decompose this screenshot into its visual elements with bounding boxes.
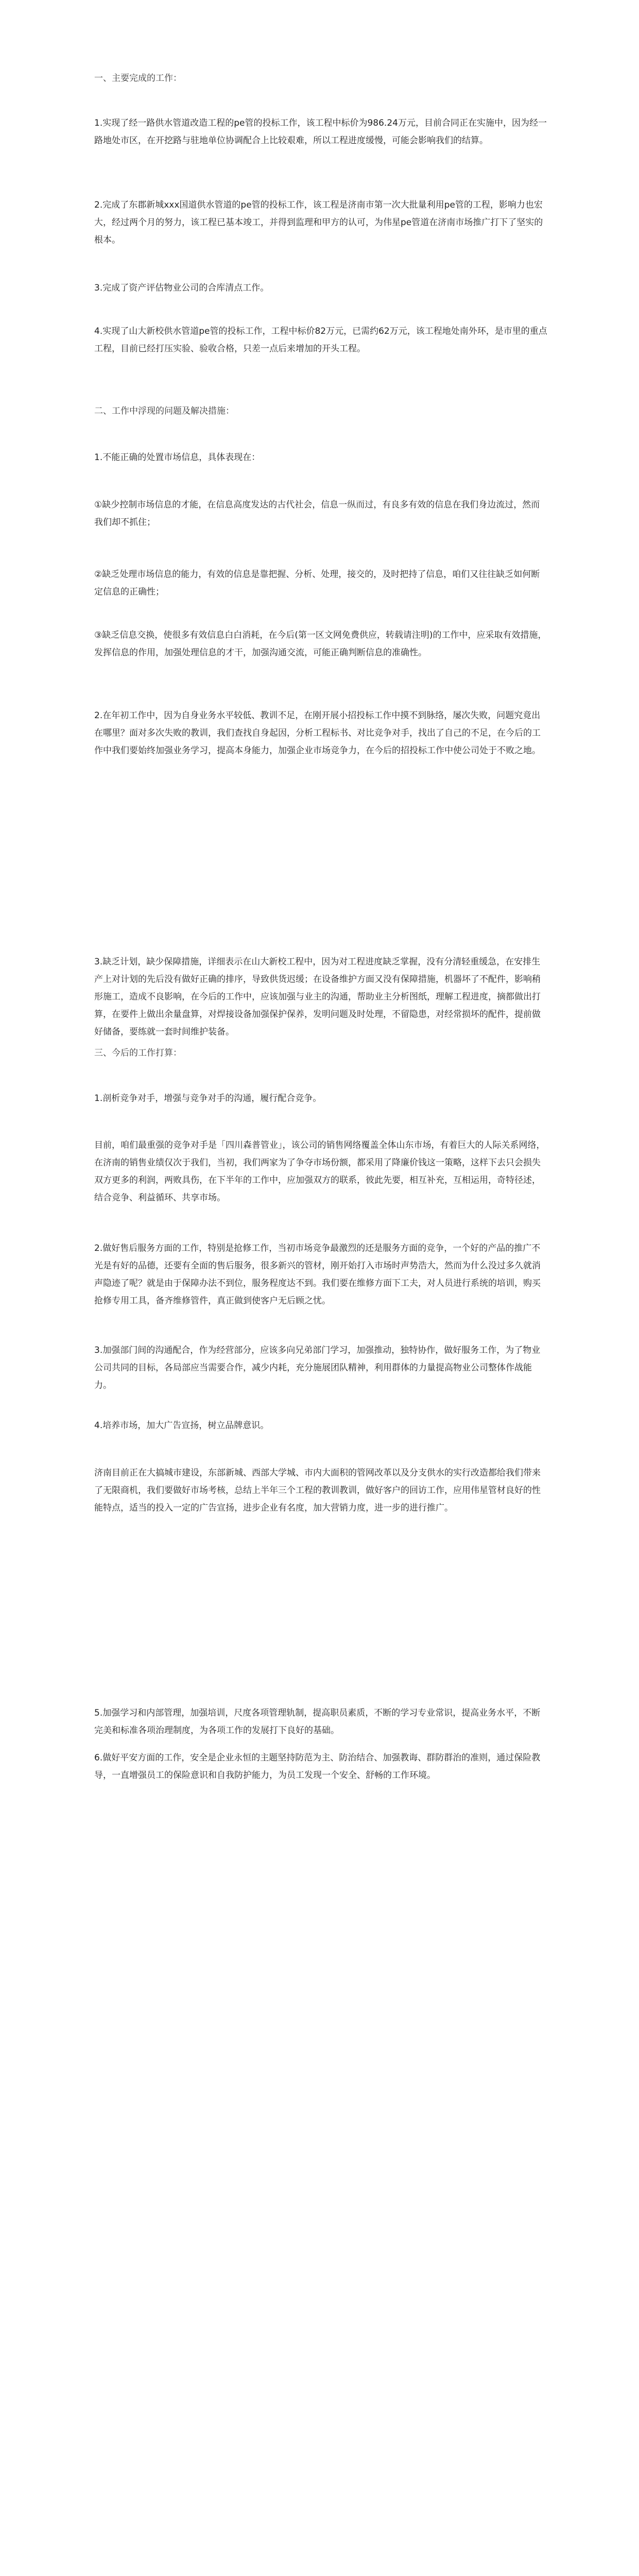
section2-point-3: ③缺乏信息交换，使很多有效信息白白消耗，在今后(第一区文网免费供应，转载请注明)的工作中，应采取有效措施，发挥信息的作用，加强处理信息的才干，加强沟通交流，可能正确判断信息的准确性。 — [94, 630, 547, 658]
section3-item-1: 1.剖析竞争对手，增强与竞争对手的沟通，履行配合竞争。 — [94, 1093, 322, 1104]
section3-item-6: 6.做好平安方面的工作，安全是企业永恒的主题坚持防范为主、防治结合、加强教诲、群防群治的准则，通过保险教导，一直增强员工的保险意识和自我防护能力，为员工发现一个安全、舒畅的工作环境。 — [94, 1753, 541, 1781]
section2-item-3: 3.缺乏计划，缺少保障措施，详细表示在山大新校工程中，因为对工程进度缺乏掌握，没有分清轻重缓急，在安排生产上对计划的先后没有做好正确的排序，导致供货迟缓；在设备维护方面又没有保障措施，机器坏了不配件，影响稍形施工，造成不良影响，在今后的工作中，应该加强与业主的沟通，帮助业主分析图纸，理解工程进度，摘都做出打算，在要件上做出余量盘算，对焊接设备加强保护保养，发明问题及时处理，不留隐患，对经常损坏的配件，提前做好储备，要练就一套时间维护装备。 — [94, 957, 541, 1037]
section-heading-3: 三、今后的工作打算： — [94, 1048, 182, 1058]
section3-item-4-body: 济南目前正在大搞城市建设，东部新城、西部大学城、市内大面积的管网改革以及分支供水的实行改造都给我们带来了无限商机，我们要做好市场考核，总结上半年三个工程的教训教训，做好客户的回访工作，应用伟星管材良好的性能特点，适当的投入一定的广告宣扬，进步企业有名度，加大营销力度，进一步的进行推广。 — [94, 1468, 541, 1513]
section2-point-2: ②缺乏处理市场信息的能力，有效的信息是靠把握、分析、处理，接交的，及时把持了信息，咱们又往往缺乏如何断定信息的正确性； — [94, 569, 540, 597]
section-heading-2: 二、工作中浮现的问题及解决措施： — [94, 406, 234, 416]
section3-item-3: 3.加强部门间的沟通配合，作为经营部分，应该多向兄弟部门学习，加强推动，独特协作，做好服务工作，为了物业公司共同的目标，各局部应当需要合作，减少内耗，充分施展团队精神，利用群体的力量提高物业公司整体作战能力。 — [94, 1345, 541, 1391]
section2-point-1: ①缺少控制市场信息的才能，在信息高度发达的古代社会，信息一纵而过，有良多有效的信息在我们身边流过，然而我们却不抓住； — [94, 500, 540, 528]
section3-item-5: 5.加强学习和内部管理，加强培训，尺度各项管理轨制，提高职员素质，不断的学习专业常识，提高业务水平，不断完美和标准各项治理制度，为各项工作的发展打下良好的基础。 — [94, 1708, 541, 1736]
section2-item-2: 2.在年初工作中，因为自身业务水平较低、教训不足，在刚开展小招投标工作中摸不到脉络，屡次失败，问题究竟出在哪里？面对多次失败的教训，我们查找自身起因，分析工程标书、对比竞争对手，找出了自己的不足，在今后的工作中我们要始终加强业务学习，提高本身能力，加强企业市场竞争力，在今后的招投标工作中使公司处于不败之地。 — [94, 710, 541, 756]
section3-item-1-body: 目前，咱们最重强的竞争对手是「四川森普管业」，该公司的销售网络覆盖全体山东市场，有着巨大的人际关系网络，在济南的销售业绩仅次于我们，当初，我们两家为了争夺市场份额，都采用了降廉价钱这一策略，这样下去只会损失双方更多的利润，两败具伤，在下半年的工作中，应加强双方的联系，彼此先要，相互补充，互相运用，奇特径述，结合竞争、利益循环、共享市场。 — [94, 1140, 545, 1203]
section3-item-4: 4.培养市场，加大广告宣扬，树立品牌意识。 — [94, 1420, 269, 1431]
section-heading-1: 一、主要完成的工作： — [94, 73, 182, 83]
section1-item-2: 2.完成了东郡新城xxx国道供水管道的pe管的投标工作，该工程是济南市第一次大批量利用pe管的工程，影响力也宏大，经过两个月的努力，该工程已基本竣工，并得到监理和甲方的认可，为伟星pe管道在济南市场推广打下了坚实的根本。 — [94, 200, 543, 245]
section3-item-2: 2.做好售后服务方面的工作，特别是抢修工作，当初市场竞争最激烈的还是服务方面的竞争，一个好的产品的推广不光是有好的品德，还要有全面的售后服务，很多新兴的管材，刚开始打入市场时声势浩大，然而为什么没过多久就消声隐迹了呢？就是由于保障办法不到位，服务程度达不到。我们要在维修方面下工夫，对人员进行系统的培训，购买抢修专用工具，备齐维修管件，真正做到使客户无后顾之忧。 — [94, 1243, 541, 1306]
section1-item-4: 4.实现了山大新校供水管道pe管的投标工作，工程中标价82万元，已需约62万元，该工程地处南外环，是市里的重点工程，目前已经打压实验、验收合格，只差一点后来增加的开头工程。 — [94, 326, 547, 354]
section1-item-1: 1.实现了经一路供水管道改造工程的pe管的投标工作，该工程中标价为986.24万元，目前合同正在实施中，因为经一路地处市区，在开挖路与驻地单位协调配合上比较艰难，所以工程进度缓慢，可能会影响我们的结算。 — [94, 118, 547, 146]
section2-item-1-title: 1.不能正确的处置市场信息，具体表现在： — [94, 452, 261, 463]
section1-item-3: 3.完成了资产评估物业公司的合库清点工作。 — [94, 283, 269, 293]
